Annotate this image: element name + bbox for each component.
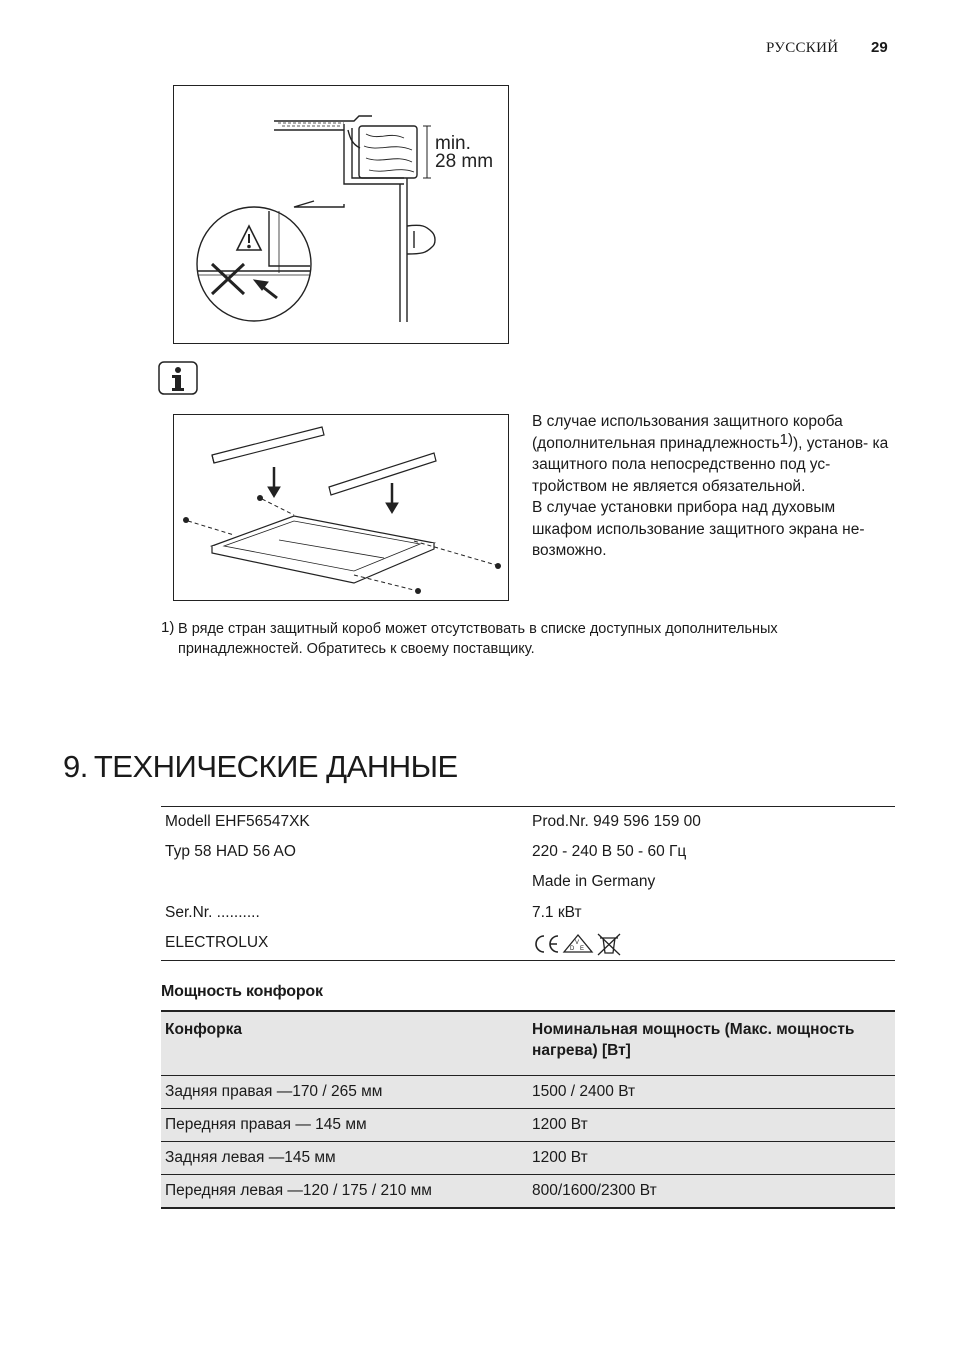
zone-cell: Передняя правая — 145 мм	[165, 1116, 367, 1133]
footnote-text: В ряде стран защитный короб может отсутствовать в списке доступных дополнительных принадлежностей. Обратитесь к своему поставщику.	[178, 621, 778, 657]
clearance-value-label: 28 mm	[435, 151, 494, 172]
section-number: 9.	[63, 749, 88, 784]
clearance-min-label: min.	[435, 133, 471, 154]
table-row	[161, 898, 895, 928]
section-heading	[63, 749, 458, 785]
voltage-cell: 220 - 240 В 50 - 60 Гц	[532, 843, 687, 861]
note-paragraph-2: В случае установки прибора над духовым шкафом использование защитного экрана не-возможно.	[532, 499, 865, 559]
table-row	[161, 837, 895, 867]
zone-cell: Передняя левая —120 / 175 / 210 мм	[165, 1182, 432, 1199]
power-table-title: Мощность конфорок	[161, 983, 323, 1000]
brand-cell: ELECTROLUX	[165, 933, 269, 951]
column-header-power: Номинальная мощность (Макс. мощность нагрева) [Вт]	[532, 1021, 855, 1059]
svg-text:E: E	[580, 945, 585, 952]
power-cell: 1500 / 2400 Вт	[532, 1083, 636, 1100]
vde-mark-icon	[564, 935, 592, 952]
page-number: 29	[871, 39, 888, 56]
product-number-cell: Prod.Nr. 949 596 159 00	[532, 813, 701, 830]
zone-cell: Задняя правая —170 / 265 мм	[165, 1083, 383, 1100]
rating-plate-table	[161, 806, 895, 961]
power-cell: 1200 Вт	[532, 1149, 588, 1166]
power-cell: 7.1 кВт	[532, 903, 582, 921]
note-line-2-post: ), установ-	[793, 434, 869, 452]
protection-box-note	[532, 411, 892, 562]
svg-text:V: V	[575, 939, 580, 946]
note-line-2-pre: (дополнительная принадлежность	[532, 434, 780, 452]
table-header-row	[161, 1011, 895, 1076]
table-row	[161, 1109, 895, 1142]
table-row	[161, 807, 895, 837]
table-row	[161, 1175, 895, 1209]
model-cell: Modell EHF56547XK	[165, 813, 310, 830]
table-row	[161, 928, 895, 960]
cooking-zones-power-table	[161, 1010, 895, 1209]
info-icon	[158, 361, 198, 395]
table-row	[161, 1076, 895, 1109]
installation-clearance-figure	[173, 85, 509, 344]
origin-cell: Made in Germany	[532, 873, 656, 891]
header-language: РУССКИЙ	[766, 40, 839, 56]
type-cell: Typ 58 HAD 56 AO	[165, 843, 296, 861]
weee-bin-icon	[598, 934, 620, 955]
table-row	[161, 1142, 895, 1175]
footnote	[161, 619, 861, 659]
svg-text:D: D	[570, 945, 575, 952]
footnote-mark: 1)	[161, 619, 175, 636]
note-footnote-ref: 1)	[779, 430, 793, 448]
note-line-rest: ка защитного пола непосредственно под ус-тройством не является обязательной.	[532, 434, 889, 495]
power-cell: 1200 Вт	[532, 1116, 588, 1133]
zone-cell: Задняя левая —145 мм	[165, 1149, 336, 1166]
table-row	[161, 867, 895, 897]
section-title: ТЕХНИЧЕСКИЕ ДАННЫЕ	[93, 749, 458, 784]
column-header-zone: Конфорка	[165, 1021, 242, 1038]
serial-number-cell: Ser.Nr. ..........	[165, 903, 260, 921]
protection-box-assembly-figure	[173, 414, 509, 601]
note-line-1: В случае использования защитного короба	[532, 413, 843, 430]
ce-mark-icon	[536, 936, 558, 952]
certification-marks	[532, 932, 624, 961]
power-cell: 800/1600/2300 Вт	[532, 1182, 657, 1199]
